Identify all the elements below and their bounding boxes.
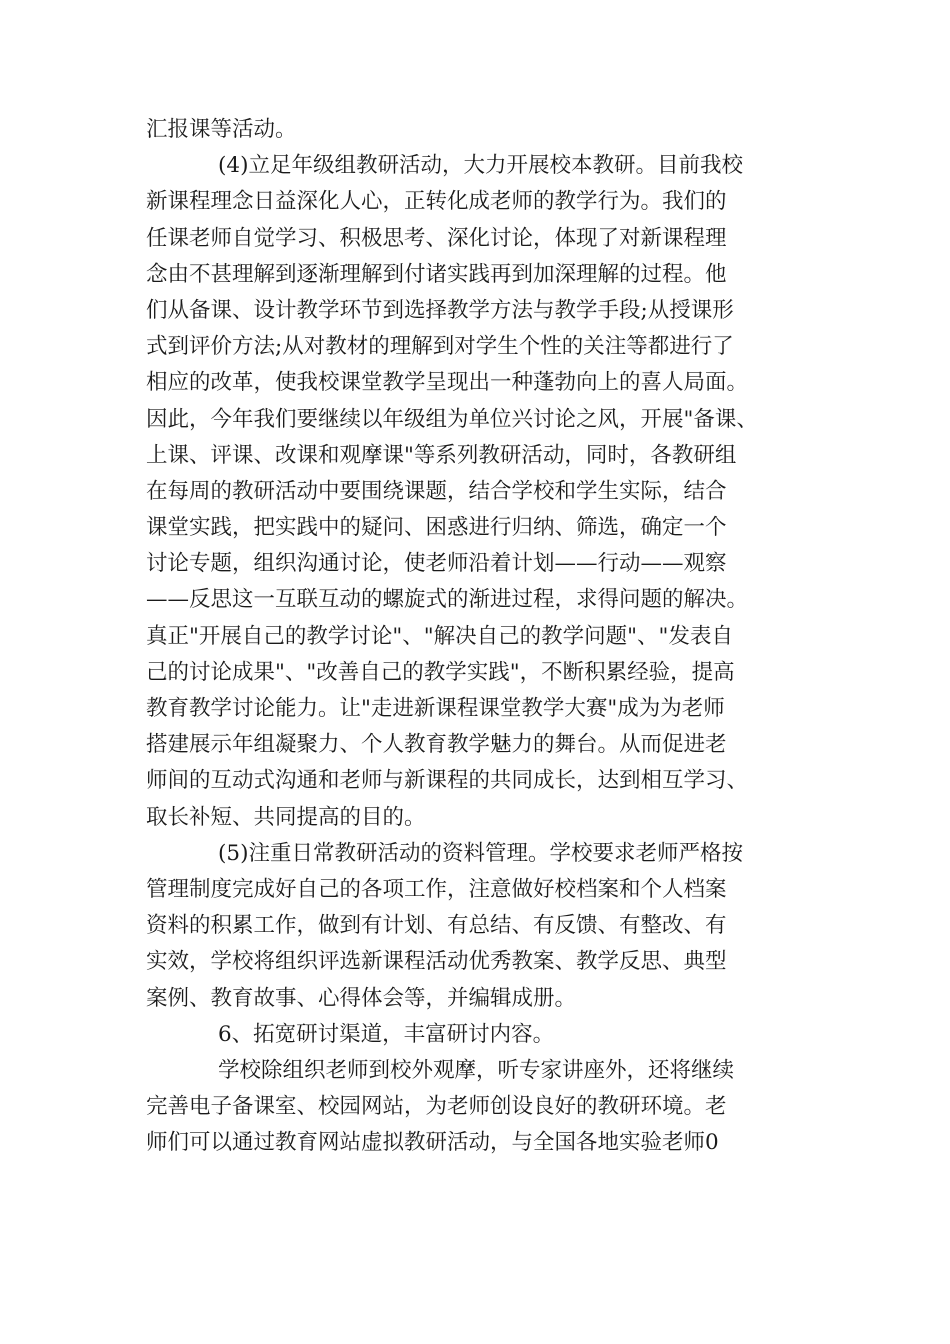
text-line: 课堂实践，把实践中的疑问、困惑进行归纳、筛选，确定一个 [146,515,727,541]
text-line: 真正"开展自己的教学讨论"、"解决自己的教学问题"、"发表自 [146,623,733,649]
text-line: 己的讨论成果"、"改善自己的教学实践"，不断积累经验，提高 [146,659,735,685]
text-line: 因此，今年我们要继续以年级组为单位兴讨论之风，开展"备课、 [146,406,758,432]
text-line: (5)注重日常教研活动的资料管理。学校要求老师严格按 [218,840,743,866]
text-line: 式到评价方法;从对教材的理解到对学生个性的关注等都进行了 [146,334,734,360]
text-line: 上课、评课、改课和观摩课"等系列教研活动，同时，各教研组 [146,442,737,468]
text-line: 实效，学校将组织评选新课程活动优秀教案、教学反思、典型 [146,949,727,975]
text-line: 在每周的教研活动中要围绕课题，结合学校和学生实际，结合 [146,478,727,504]
text-line: 们从备课、设计教学环节到选择教学方法与教学手段;从授课形 [146,297,734,323]
text-line: 案例、教育故事、心得体会等，并编辑成册。 [146,985,577,1011]
text-line: 资料的积累工作，做到有计划、有总结、有反馈、有整改、有 [146,913,727,939]
text-line: 汇报课等活动。 [146,117,297,142]
text-line: 师间的互动式沟通和老师与新课程的共同成长，达到相互学习、 [146,768,749,794]
text-line: 讨论专题，组织沟通讨论，使老师沿着计划——行动——观察 [146,551,727,577]
text-line: (4)立足年级组教研活动，大力开展校本教研。目前我校 [218,153,743,179]
text-line: 管理制度完成好自己的各项工作，注意做好校档案和个人档案 [146,876,727,902]
text-line: 新课程理念日益深化人心，正转化成老师的教学行为。我们的 [146,189,727,215]
text-line: 师们可以通过教育网站虚拟教研活动，与全国各地实验老师0 [146,1130,719,1156]
text-line: 取长补短、共同提高的目的。 [146,804,426,830]
text-line: 相应的改革，使我校课堂教学呈现出一种蓬勃向上的喜人局面。 [146,370,749,396]
text-line: 任课老师自觉学习、积极思考、深化讨论，体现了对新课程理 [146,225,727,251]
text-line: ——反思这一互联互动的螺旋式的渐进过程，求得问题的解决。 [146,587,749,613]
text-line: 6、拓宽研讨渠道，丰富研讨内容。 [218,1021,555,1047]
text-line: 学校除组织老师到校外观摩，听专家讲座外，还将继续 [218,1057,735,1083]
document-body-text [146,112,806,1161]
text-line: 完善电子备课室、校园网站，为老师创设良好的教研环境。老 [146,1094,727,1120]
text-line: 教育教学讨论能力。让"走进新课程课堂教学大赛"成为为老师 [146,696,725,721]
text-line: 念由不甚理解到逐渐理解到付诸实践再到加深理解的过程。他 [146,261,727,287]
text-line: 搭建展示年组凝聚力、个人教育教学魅力的舞台。从而促进老 [146,732,727,758]
